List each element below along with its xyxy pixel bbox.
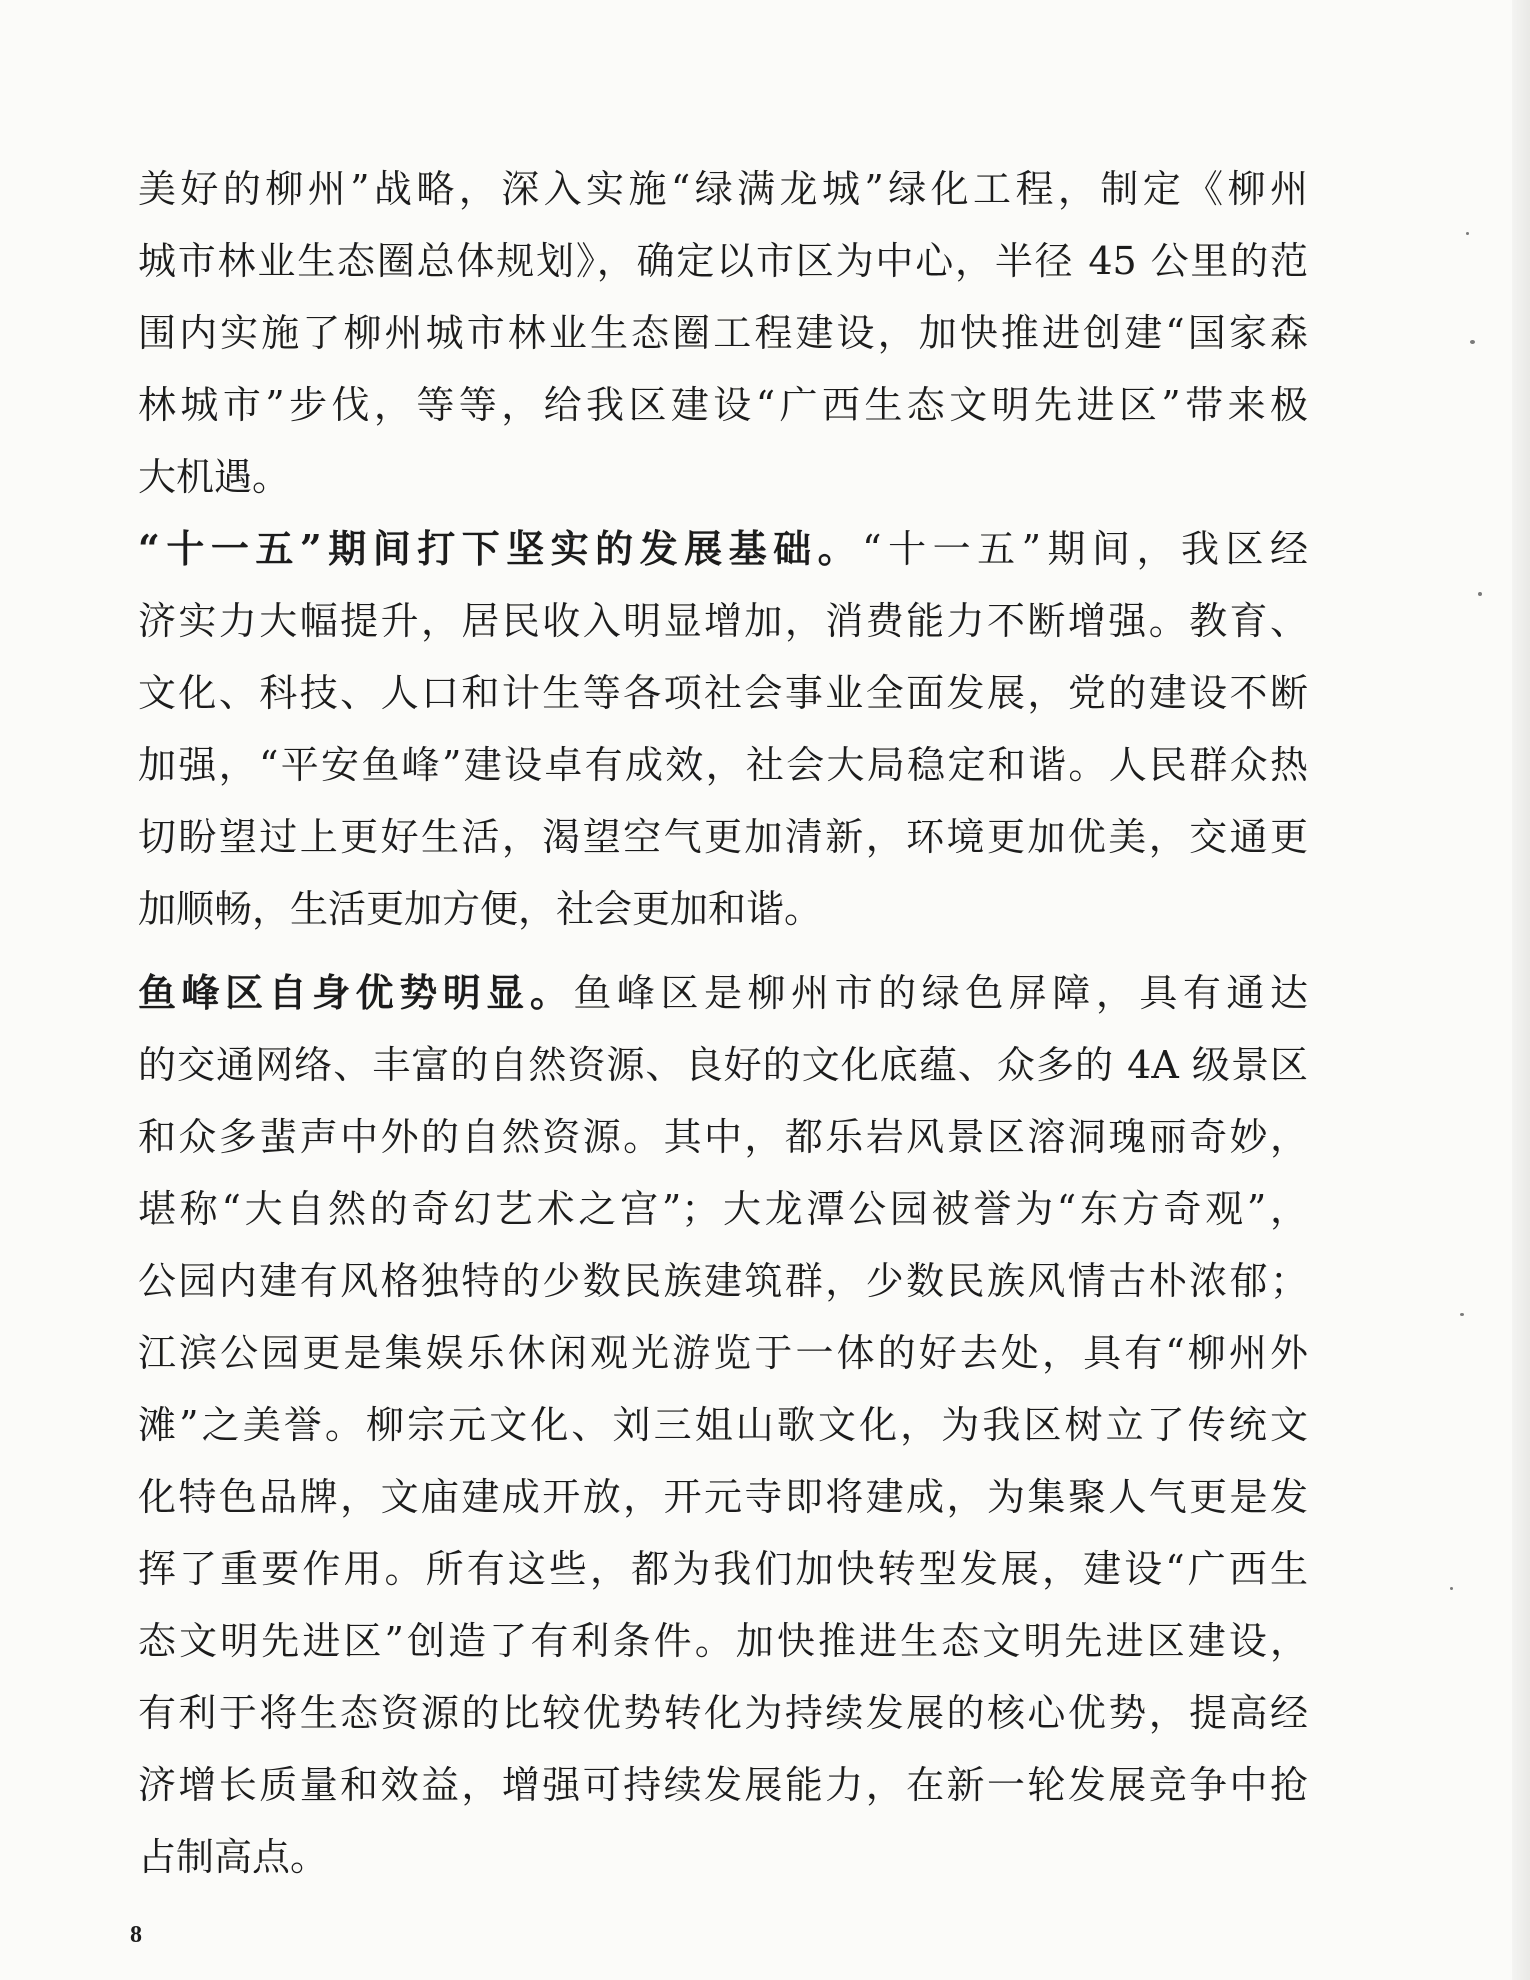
text-span: 鱼峰区是柳州市的绿色屏障，具有通达 <box>573 971 1308 1015</box>
paragraph-2 <box>138 513 1308 945</box>
text-line: 的交通网络、丰富的自然资源、良好的文化底蕴、众多的 4A 级景区 <box>138 1043 1308 1087</box>
text-line: 切盼望过上更好生活，渴望空气更加清新，环境更加优美，交通更 <box>138 815 1308 859</box>
text-line: 文化、科技、人口和计生等各项社会事业全面发展，党的建设不断 <box>138 671 1308 715</box>
text-line: 态文明先进区”创造了有利条件。加快推进生态文明先进区建设， <box>138 1619 1308 1663</box>
page-number: 8 <box>130 1922 142 1948</box>
scan-speck <box>1478 592 1482 596</box>
text-line: 林城市”步伐，等等，给我区建设“广西生态文明先进区”带来极 <box>138 383 1308 427</box>
text-line: 加强，“平安鱼峰”建设卓有成效，社会大局稳定和谐。人民群众热 <box>138 743 1308 787</box>
paragraph-3 <box>138 957 1308 1893</box>
text-line: 大机遇。 <box>138 455 291 499</box>
document-body <box>138 153 1308 1893</box>
text-line: 滩”之美誉。柳宗元文化、刘三姐山歌文化，为我区树立了传统文 <box>138 1403 1308 1447</box>
text-line: 城市林业生态圈总体规划》，确定以市区为中心，半径 45 公里的范 <box>138 239 1308 283</box>
text-line: 堪称“大自然的奇幻艺术之宫”；大龙潭公园被誉为“东方奇观”， <box>138 1187 1308 1231</box>
scan-speck <box>1470 340 1475 344</box>
text-line: 公园内建有风格独特的少数民族建筑群，少数民族风情古朴浓郁； <box>138 1259 1308 1303</box>
text-line: 和众多蜚声中外的自然资源。其中，都乐岩风景区溶洞瑰丽奇妙， <box>138 1115 1308 1159</box>
text-line: 加顺畅，生活更加方便，社会更加和谐。 <box>138 887 823 931</box>
text-line: 有利于将生态资源的比较优势转化为持续发展的核心优势，提高经 <box>138 1691 1308 1735</box>
scan-speck <box>1450 1587 1453 1590</box>
text-line: 围内实施了柳州城市林业生态圈工程建设，加快推进创建“国家森 <box>138 311 1308 355</box>
text-span: “十一五”期间，我区经 <box>862 527 1308 571</box>
text-line: 济实力大幅提升，居民收入明显增加，消费能力不断增强。教育、 <box>138 599 1308 643</box>
text-line: 占制高点。 <box>138 1835 329 1879</box>
scan-speck <box>1460 1313 1464 1316</box>
text-line <box>138 513 1308 585</box>
text-line: 美好的柳州”战略，深入实施“绿满龙城”绿化工程，制定《柳州 <box>138 167 1308 211</box>
text-line <box>138 957 1308 1029</box>
text-line: 江滨公园更是集娱乐休闲观光游览于一体的好去处，具有“柳州外 <box>138 1331 1308 1375</box>
paragraph-1 <box>138 153 1308 513</box>
paragraph-heading: “十一五”期间打下坚实的发展基础。 <box>138 526 863 571</box>
text-line: 济增长质量和效益，增强可持续发展能力，在新一轮发展竞争中抢 <box>138 1763 1308 1807</box>
page-edge <box>1512 0 1530 1980</box>
paragraph-heading: 鱼峰区自身优势明显。 <box>138 970 574 1015</box>
text-line: 化特色品牌，文庙建成开放，开元寺即将建成，为集聚人气更是发 <box>138 1475 1308 1519</box>
scan-speck <box>1466 232 1469 235</box>
text-line: 挥了重要作用。所有这些，都为我们加快转型发展，建设“广西生 <box>138 1547 1308 1591</box>
